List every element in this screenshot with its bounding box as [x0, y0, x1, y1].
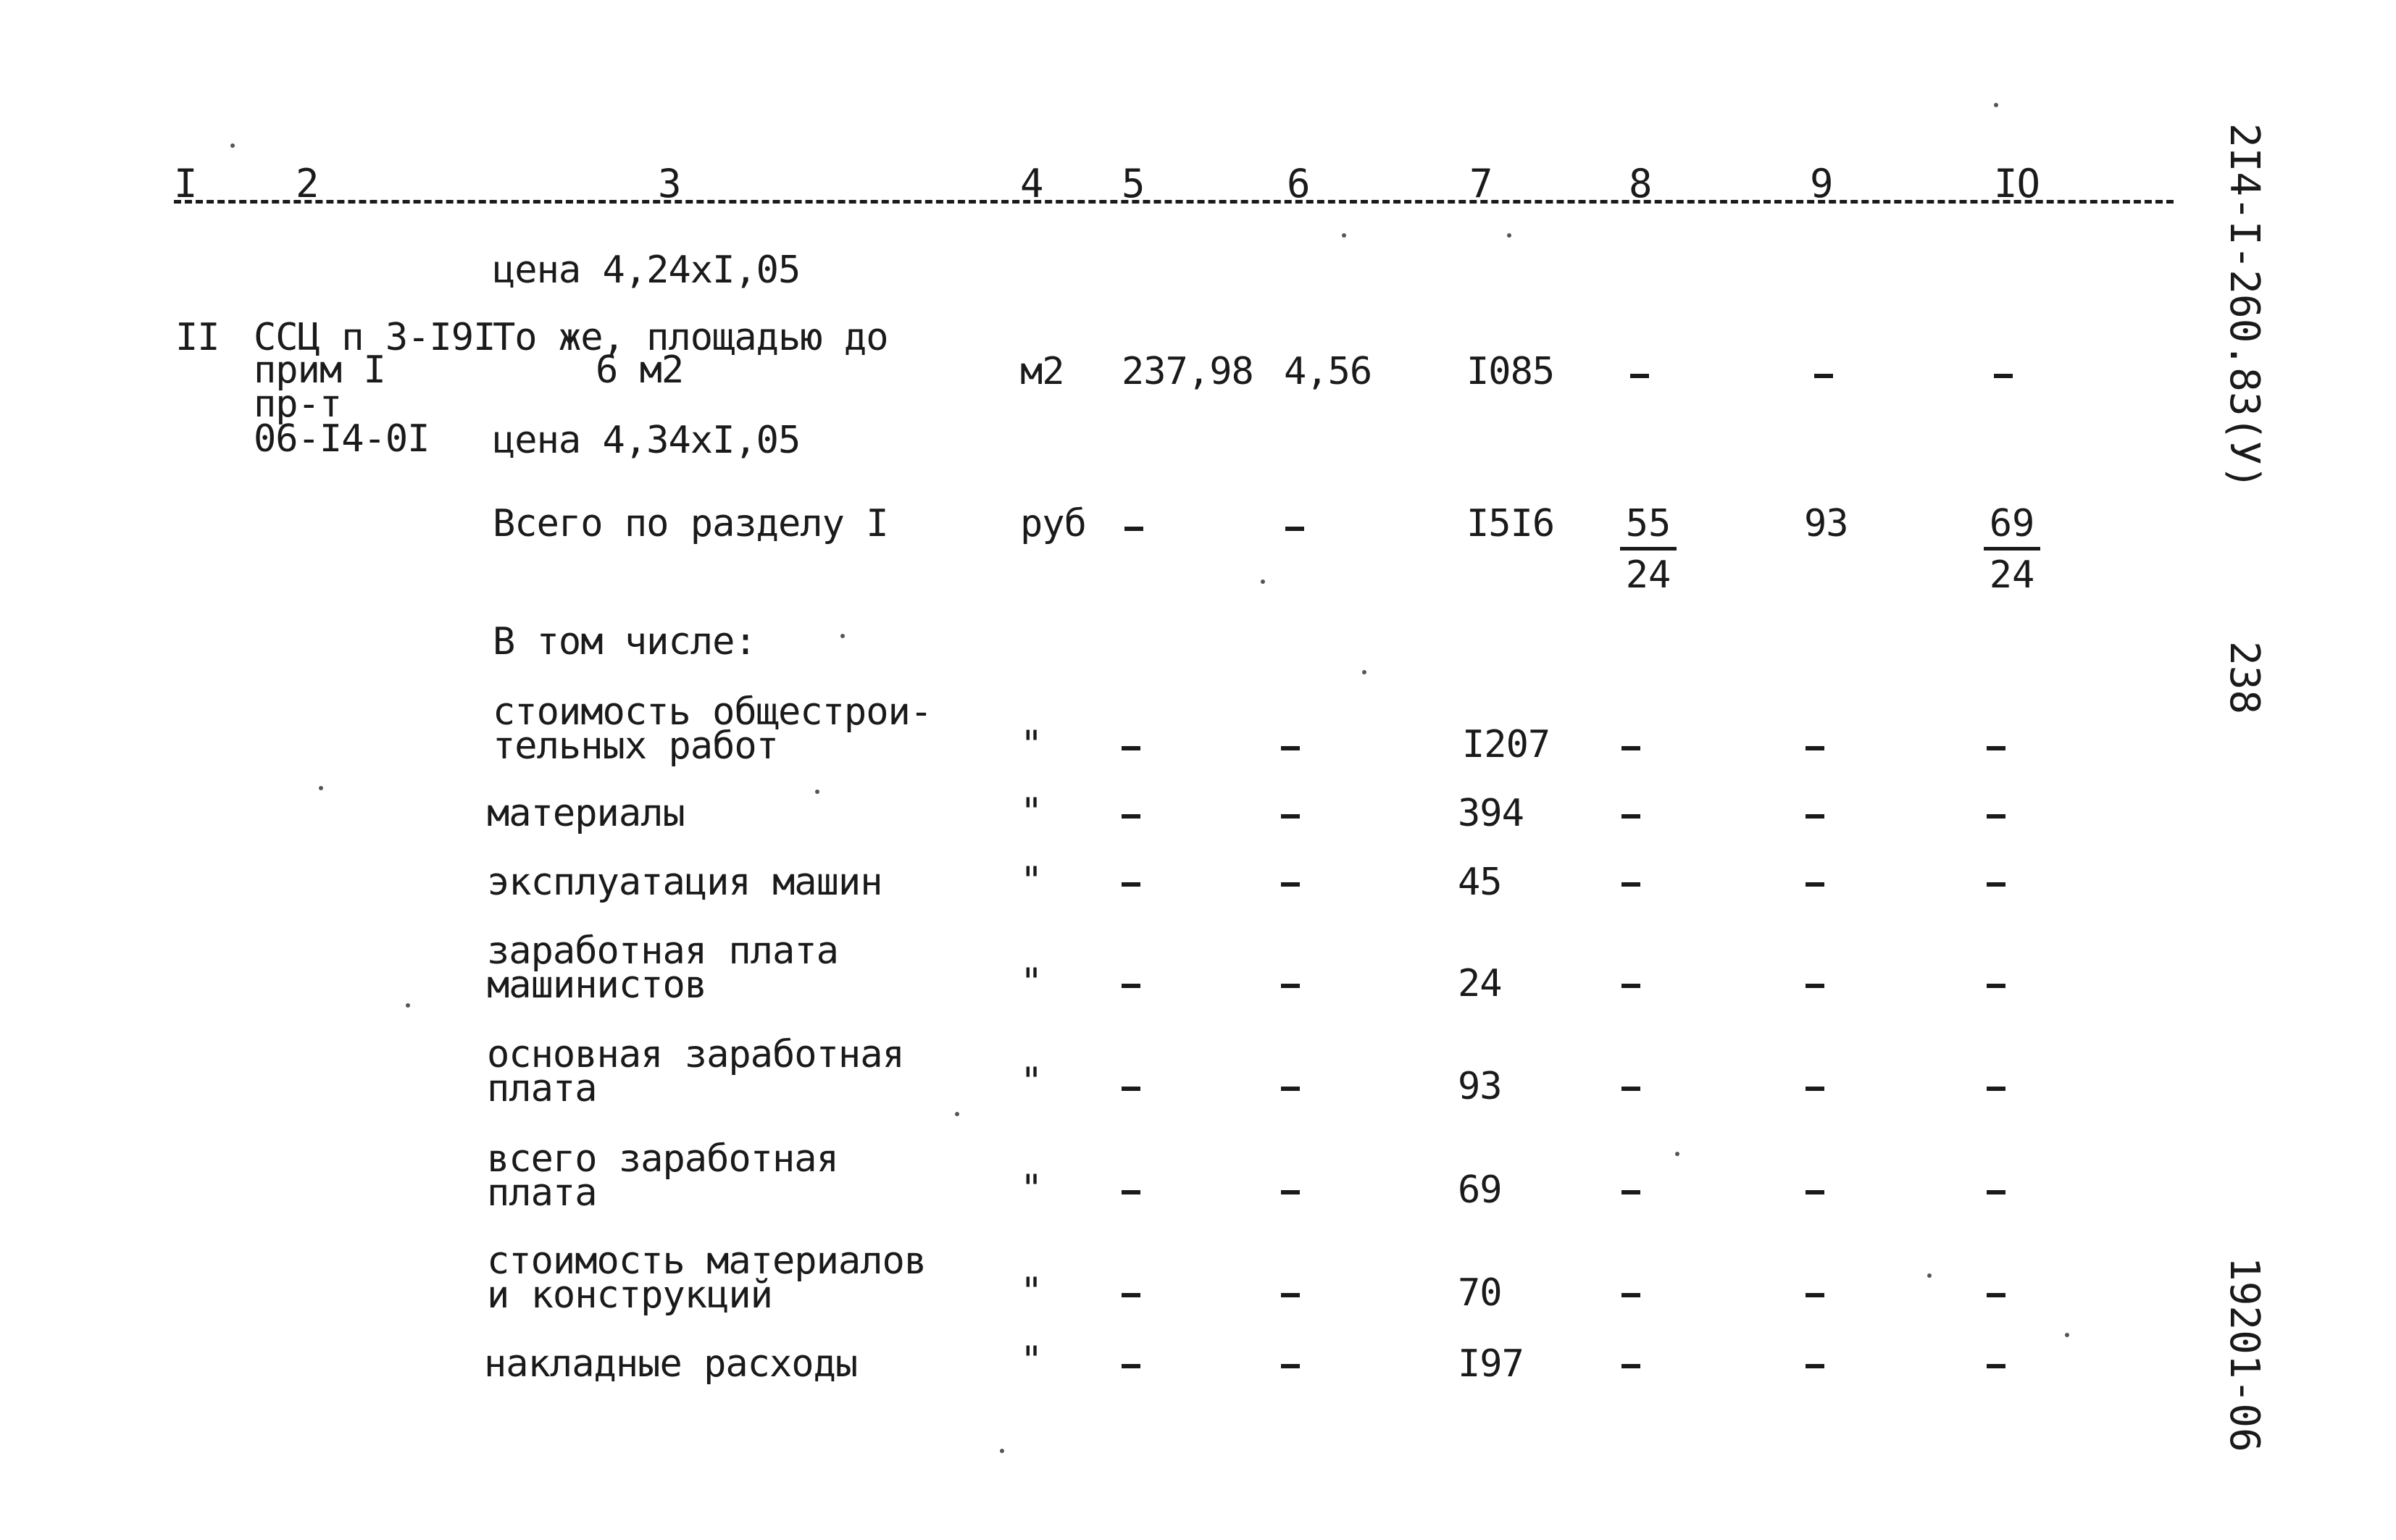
item-unit: м2	[1020, 350, 1064, 393]
breakdown-label: основная заработная	[487, 1033, 904, 1076]
empty-cell-dash	[1621, 882, 1640, 887]
empty-cell-dash	[1630, 374, 1649, 378]
ditto-mark: "	[1020, 859, 1043, 903]
header-col-7: 7	[1469, 161, 1493, 206]
breakdown-label: стоимость материалов	[487, 1239, 927, 1283]
empty-cell-dash	[1124, 527, 1143, 531]
scan-speck	[955, 1112, 959, 1116]
scan-speck	[319, 786, 323, 790]
empty-cell-dash	[1281, 814, 1300, 819]
empty-cell-dash	[1281, 1190, 1300, 1194]
fraction-numerator: 55	[1620, 503, 1677, 551]
ditto-mark: "	[1020, 790, 1043, 834]
breakdown-total: I97	[1458, 1342, 1524, 1386]
empty-cell-dash	[1122, 746, 1140, 750]
scan-speck	[1261, 579, 1265, 584]
scan-speck	[1362, 670, 1366, 674]
fraction-numerator: 69	[1984, 503, 2040, 551]
header-col-4: 4	[1020, 161, 1043, 206]
breakdown-label: плата	[487, 1067, 597, 1110]
empty-cell-dash	[1806, 746, 1824, 750]
ditto-mark: "	[1020, 1270, 1043, 1313]
scan-speck	[2065, 1333, 2069, 1337]
fraction-denominator: 24	[1625, 553, 1671, 597]
header-rule	[174, 200, 2174, 204]
item-quantity: 237,98	[1122, 350, 1253, 393]
empty-cell-dash	[1987, 1190, 2005, 1194]
empty-cell-dash	[1814, 374, 1833, 378]
breakdown-label: тельных работ	[493, 724, 778, 768]
empty-cell-dash	[1621, 746, 1640, 750]
empty-cell-dash	[1806, 1190, 1824, 1194]
breakdown-total: 70	[1458, 1271, 1502, 1315]
header-col-5: 5	[1122, 161, 1145, 206]
item-description-line-2: 6 м2	[596, 348, 684, 392]
empty-cell-dash	[1122, 1087, 1140, 1091]
scan-speck	[1507, 233, 1511, 238]
empty-cell-dash	[1621, 1364, 1640, 1368]
breakdown-label: плата	[487, 1171, 597, 1215]
breakdown-total: 394	[1458, 792, 1524, 835]
archive-number: 19201-06	[2221, 1257, 2268, 1452]
item-unit-price: 4,56	[1284, 350, 1372, 393]
section-total-unit: руб	[1020, 502, 1086, 545]
including-label: В том числе:	[493, 620, 756, 664]
scan-speck	[406, 1003, 410, 1008]
header-col-9: 9	[1810, 161, 1833, 206]
breakdown-label: накладные расходы	[484, 1342, 858, 1386]
scan-speck	[1342, 233, 1346, 238]
breakdown-total: 24	[1458, 962, 1502, 1005]
header-col-1: I	[174, 161, 197, 206]
section-total-label: Всего по разделу I	[493, 502, 888, 545]
ditto-mark: "	[1020, 723, 1043, 766]
empty-cell-dash	[1987, 1087, 2005, 1091]
breakdown-total: 69	[1458, 1168, 1502, 1212]
ditto-mark: "	[1020, 961, 1043, 1004]
empty-cell-dash	[1281, 1364, 1300, 1368]
breakdown-label: машинистов	[487, 963, 707, 1007]
item-code-line-3: пр-т	[254, 382, 342, 426]
empty-cell-dash	[1806, 1087, 1824, 1091]
ditto-mark: "	[1020, 1339, 1043, 1382]
empty-cell-dash	[1281, 746, 1300, 750]
empty-cell-dash	[1806, 984, 1824, 988]
empty-cell-dash	[1621, 1087, 1640, 1091]
empty-cell-dash	[1987, 1293, 2005, 1297]
page-number: 238	[2221, 641, 2268, 715]
document-code: 2I4-I-260.83(У)	[2221, 123, 2268, 490]
breakdown-label: стоимость общестрои-	[493, 690, 932, 734]
breakdown-total: I207	[1462, 723, 1550, 766]
empty-cell-dash	[1987, 1364, 2005, 1368]
empty-cell-dash	[1987, 746, 2005, 750]
empty-cell-dash	[1285, 527, 1304, 531]
empty-cell-dash	[1122, 814, 1140, 819]
section-total-col9: 93	[1804, 502, 1848, 545]
breakdown-label: материалы	[487, 792, 685, 835]
empty-cell-dash	[1987, 814, 2005, 819]
section-total-col10-fraction	[1984, 503, 2040, 595]
empty-cell-dash	[1281, 1087, 1300, 1091]
section-total-amount: I5I6	[1466, 502, 1555, 545]
header-col-10: IO	[1994, 161, 2040, 206]
empty-cell-dash	[1806, 814, 1824, 819]
scan-speck	[840, 634, 845, 638]
empty-cell-dash	[1806, 1293, 1824, 1297]
item-number: II	[175, 316, 220, 359]
item-description-line-1: То же, площадью до	[493, 316, 888, 359]
scan-speck	[1675, 1152, 1679, 1156]
empty-cell-dash	[1122, 1190, 1140, 1194]
item-total: I085	[1466, 350, 1555, 393]
header-col-8: 8	[1629, 161, 1652, 206]
scan-speck	[1000, 1449, 1004, 1453]
item-code-line-4: 06-I4-0I	[254, 417, 430, 461]
breakdown-label: всего заработная	[487, 1137, 838, 1181]
empty-cell-dash	[1621, 814, 1640, 819]
empty-cell-dash	[1621, 984, 1640, 988]
empty-cell-dash	[1281, 882, 1300, 887]
breakdown-label: заработная плата	[487, 929, 838, 973]
scan-speck	[1927, 1273, 1932, 1278]
empty-cell-dash	[1281, 984, 1300, 988]
empty-cell-dash	[1806, 1364, 1824, 1368]
section-total-col8-fraction	[1620, 503, 1677, 595]
item-code-line-1: ССЦ п 3-I9I	[254, 316, 496, 359]
empty-cell-dash	[1994, 374, 2013, 378]
breakdown-total: 93	[1458, 1065, 1502, 1108]
scan-speck	[230, 143, 235, 148]
empty-cell-dash	[1122, 1364, 1140, 1368]
empty-cell-dash	[1281, 1293, 1300, 1297]
empty-cell-dash	[1621, 1293, 1640, 1297]
price-formula-prev: цена 4,24хI,05	[493, 248, 801, 292]
breakdown-label: и конструкций	[487, 1273, 772, 1317]
header-col-6: 6	[1287, 161, 1310, 206]
empty-cell-dash	[1987, 984, 2005, 988]
empty-cell-dash	[1122, 1293, 1140, 1297]
empty-cell-dash	[1987, 882, 2005, 887]
empty-cell-dash	[1122, 882, 1140, 887]
empty-cell-dash	[1122, 984, 1140, 988]
scan-speck	[815, 790, 819, 794]
breakdown-total: 45	[1458, 861, 1502, 904]
scan-speck	[1994, 103, 1998, 107]
ditto-mark: "	[1020, 1167, 1043, 1210]
empty-cell-dash	[1806, 882, 1824, 887]
fraction-denominator: 24	[1989, 553, 2035, 597]
item-price-formula: цена 4,34хI,05	[493, 419, 801, 462]
header-col-2: 2	[296, 161, 319, 206]
header-col-3: 3	[658, 161, 681, 206]
ditto-mark: "	[1020, 1060, 1043, 1103]
empty-cell-dash	[1621, 1190, 1640, 1194]
item-code-line-2: прим I	[254, 348, 385, 392]
breakdown-label: эксплуатация машин	[487, 861, 882, 904]
